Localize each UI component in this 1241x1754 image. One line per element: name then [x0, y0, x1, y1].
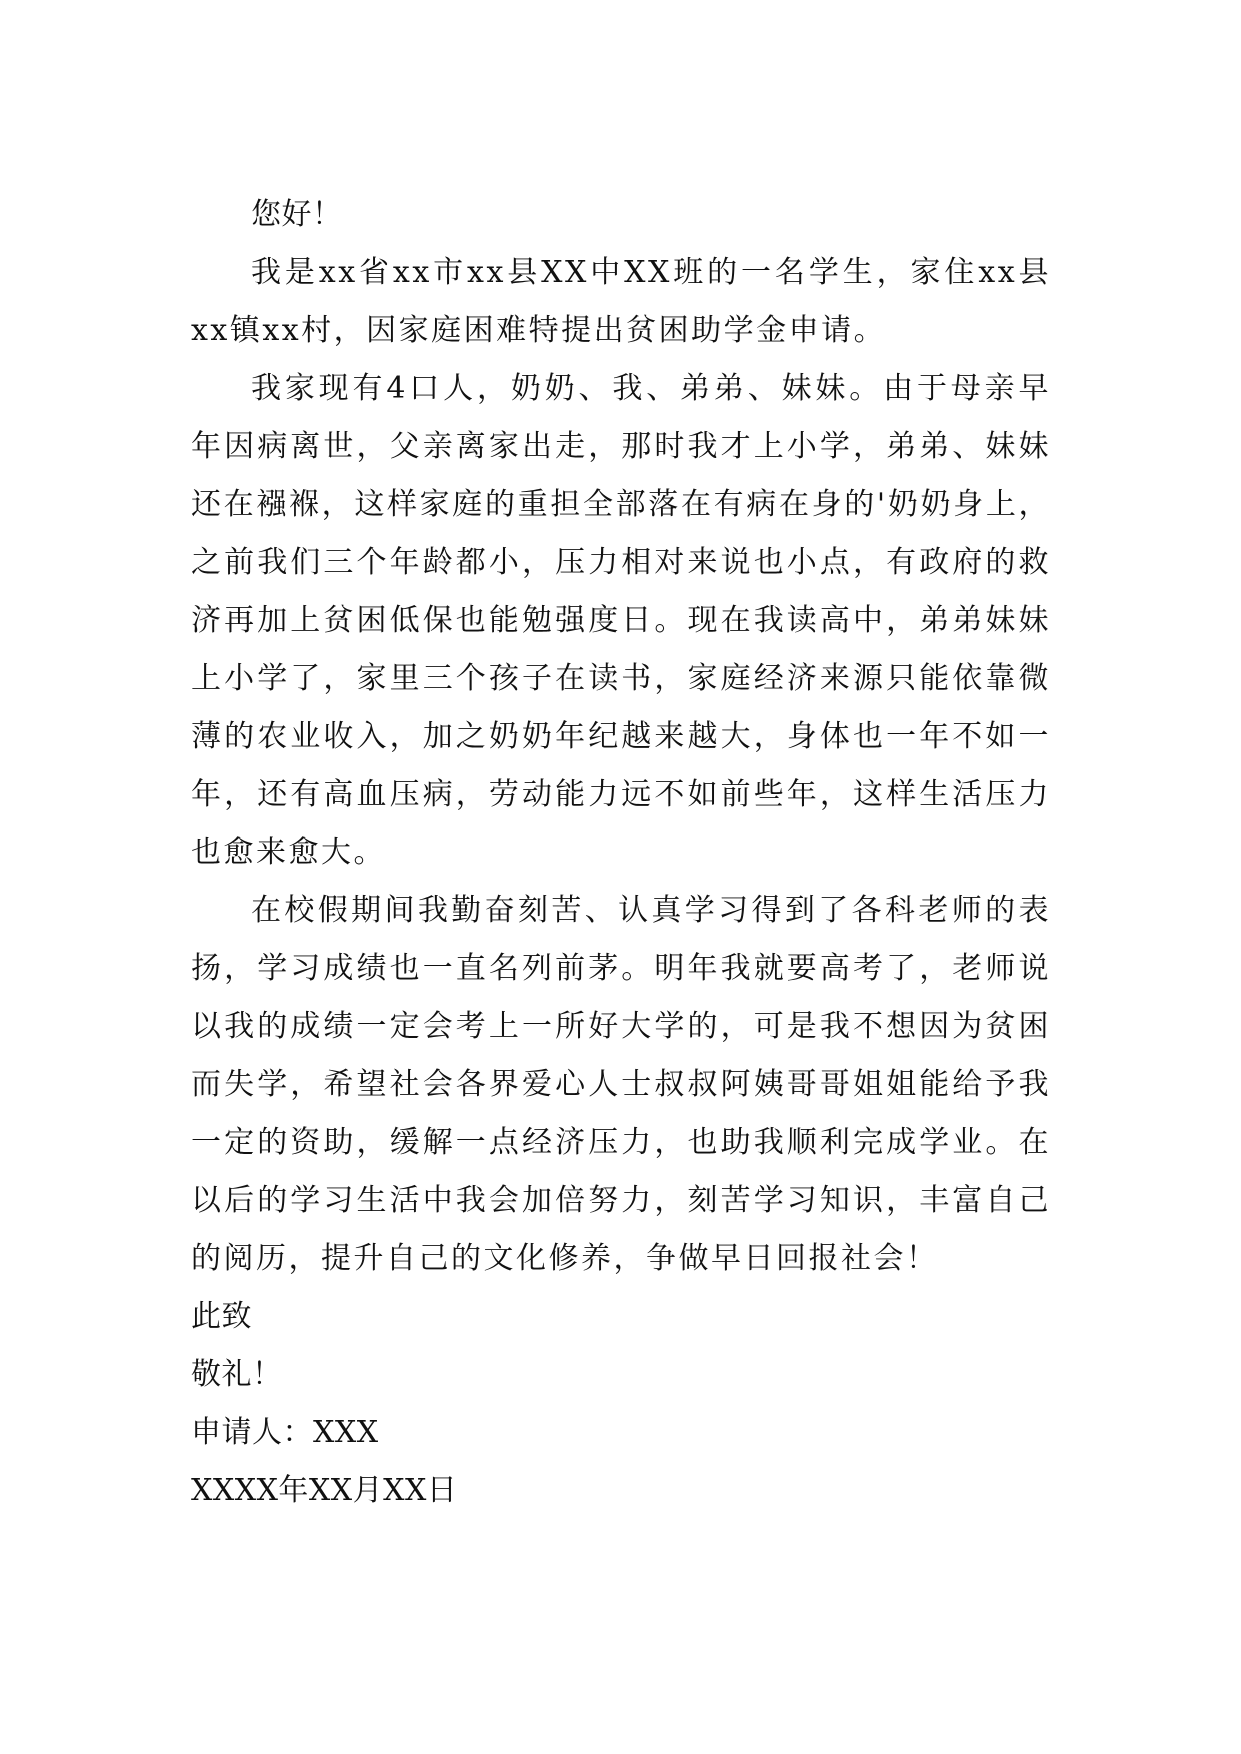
- paragraph-intro: 我是xx省xx市xx县XX中XX班的一名学生，家住xx县xx镇xx村，因家庭困难特提出贫困助学金申请。: [191, 255, 1051, 348]
- greeting: 您好！: [251, 197, 343, 232]
- paragraph-family: 我家现有4口人，奶奶、我、弟弟、妹妹。由于母亲早年因病离世，父亲离家出走，那时我才上小学，弟弟、妹妹还在襁褓，这样家庭的重担全部落在有病在身的'奶奶身上，之前我们三个年龄都小，压力相对来说也小点，有政府的救济再加上贫困低保也能勉强度日。现在我读高中，弟弟妹妹上小学了，家里三个孩子在读书，家庭经济来源只能依靠微薄的农业收入，加之奶奶年纪越来越大，身体也一年不如一年，还有高血压病，劳动能力远不如前些年，这样生活压力也愈来愈大。: [191, 371, 1051, 870]
- closing-salutation: 此致: [191, 1299, 252, 1334]
- letter-date: XXXX年XX月XX日: [191, 1473, 458, 1508]
- closing-respect: 敬礼！: [191, 1357, 283, 1392]
- applicant-signature: 申请人：XXX: [191, 1415, 379, 1450]
- letter-body: [191, 186, 1051, 1520]
- paragraph-study: 在校假期间我勤奋刻苦、认真学习得到了各科老师的表扬，学习成绩也一直名列前茅。明年我就要高考了，老师说以我的成绩一定会考上一所好大学的，可是我不想因为贫困而失学，希望社会各界爱心人士叔叔阿姨哥哥姐姐能给予我一定的资助，缓解一点经济压力，也助我顺利完成学业。在以后的学习生活中我会加倍努力，刻苦学习知识，丰富自己的阅历，提升自己的文化修养，争做早日回报社会！: [191, 893, 1051, 1276]
